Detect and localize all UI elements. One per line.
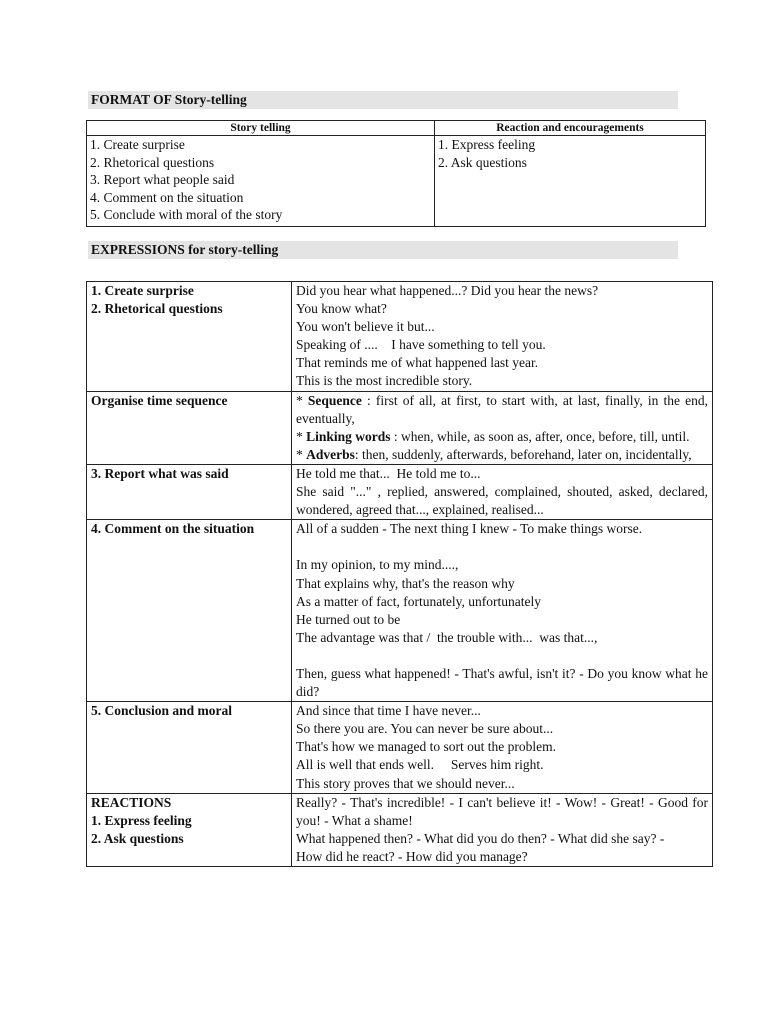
content-line: This story proves that we should never... (296, 775, 515, 791)
row-label (87, 391, 292, 464)
content-line: Really? - That's incredible! - I can't believe it! - Wow! - Great! - Good for you! - What a shame! (296, 794, 708, 828)
content-line: You won't believe it but... (296, 319, 435, 335)
format-section-title: FORMAT OF Story-telling (88, 91, 678, 109)
reaction-list (435, 136, 706, 227)
table-row (87, 282, 713, 392)
row-label (87, 702, 292, 793)
row-content (292, 702, 713, 793)
content-line: That's how we managed to sort out the problem. (296, 739, 557, 755)
content-line: So there you are. You can never be sure about... (296, 721, 554, 737)
content-line: All of a sudden - The next thing I knew - To make things worse. (296, 521, 643, 537)
header-reaction: Reaction and encouragements (435, 121, 706, 136)
row-label (87, 793, 292, 866)
label-line: Organise time sequence (91, 392, 228, 408)
table-row (87, 464, 713, 519)
label-line: 1. Express feeling (91, 812, 192, 828)
blank-line (296, 647, 708, 665)
list-item: 2. Ask questions (438, 154, 527, 170)
label-line: REACTIONS (91, 794, 172, 810)
content-line: Did you hear what happened...? Did you hear the news? (296, 283, 599, 298)
content-line: You know what? (296, 301, 387, 317)
linking-key: Linking words (306, 428, 391, 444)
format-table (86, 120, 706, 227)
content-line: That explains why, that's the reason why (296, 575, 515, 591)
content-line: How did he react? - How did you manage? (296, 848, 528, 864)
content-line: In my opinion, to my mind...., (296, 557, 459, 573)
row-content (292, 464, 713, 519)
linking-text: : when, while, as soon as, after, once, before, till, until. (390, 428, 690, 444)
content-line: He turned out to be (296, 611, 401, 627)
content-line: All is well that ends well. Serves him right. (296, 757, 544, 773)
header-story-telling: Story telling (87, 121, 435, 136)
label-line: 2. Rhetorical questions (91, 301, 223, 317)
content-line: That reminds me of what happened last year. (296, 355, 539, 371)
list-item: 4. Comment on the situation (90, 189, 244, 205)
story-telling-list (87, 136, 435, 227)
list-item: 5. Conclude with moral of the story (90, 207, 283, 223)
label-line: 2. Ask questions (91, 830, 184, 846)
content-line: This is the most incredible story. (296, 373, 473, 389)
row-content (292, 520, 713, 702)
row-label (87, 464, 292, 519)
content-line: As a matter of fact, fortunately, unfortunately (296, 593, 542, 609)
content-line: Speaking of .... I have something to tell you. (296, 337, 546, 353)
content-line: He told me that... He told me to... (296, 465, 481, 481)
row-label (87, 282, 292, 392)
sequence-text: : first of all, at first, to start with, at last, finally, in the end, eventually, (296, 392, 708, 426)
table-row (87, 391, 713, 464)
sequence-key: Sequence (307, 392, 362, 408)
expressions-section-title: EXPRESSIONS for story-telling (88, 241, 678, 259)
format-table-header (87, 121, 706, 136)
blank-line (296, 538, 708, 556)
row-content (292, 391, 713, 464)
adverbs-text: : then, suddenly, afterwards, beforehand, later on, incidentally, (354, 446, 692, 462)
list-item: 3. Report what people said (90, 172, 235, 188)
row-label (87, 520, 292, 702)
adverbs-key: Adverbs (306, 446, 355, 462)
content-line: The advantage was that / the trouble with... was that..., (296, 629, 598, 645)
row-content (292, 793, 713, 866)
list-item: 2. Rhetorical questions (90, 154, 215, 170)
expressions-table (86, 281, 713, 867)
list-item: 1. Create surprise (90, 137, 185, 152)
table-row (87, 702, 713, 793)
content-line: And since that time I have never... (296, 703, 481, 719)
label-line: 3. Report what was said (91, 465, 229, 481)
label-line: 4. Comment on the situation (91, 521, 255, 537)
content-line: What happened then? - What did you do then? - What did she say? - (296, 830, 665, 846)
content-line: She said "..." , replied, answered, complained, shouted, asked, declared, wondered, agreed that..., explained, realised... (296, 484, 708, 518)
label-line: 5. Conclusion and moral (91, 703, 233, 719)
label-line: 1. Create surprise (91, 283, 194, 298)
linking-entry: * Linking words : when, while, as soon as, after, once, before, till, until. (296, 428, 690, 444)
content-line: Then, guess what happened! - That's awful, isn't it? - Do you know what he did? (296, 665, 708, 700)
sequence-entry: * Sequence : first of all, at first, to start with, at last, finally, in the end, eventually, (296, 392, 708, 426)
row-content (292, 282, 713, 392)
adverbs-entry: * Adverbs: then, suddenly, afterwards, beforehand, later on, incidentally, (296, 446, 692, 462)
table-row (87, 793, 713, 866)
table-row (87, 520, 713, 702)
list-item: 1. Express feeling (438, 137, 536, 152)
format-table-row (87, 136, 706, 227)
